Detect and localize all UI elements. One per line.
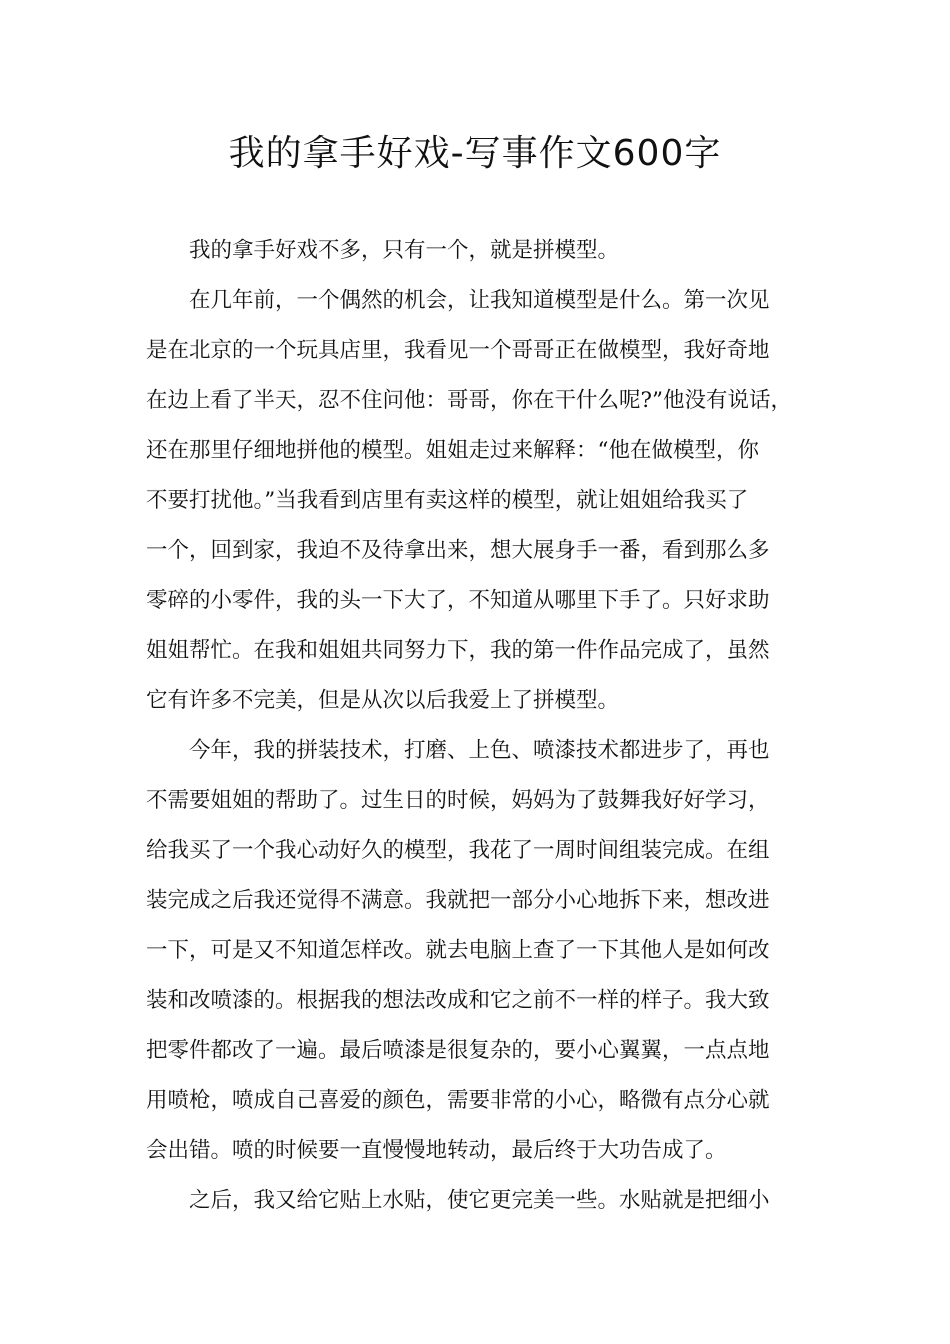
- paragraph-2: 在几年前，一个偶然的机会，让我知道模型是什么。第一次见 是在北京的一个玩具店里，我看见一个哥哥正在做模型，我好奇地 在边上看了半天，忍不住问他：哥哥，你在干什么呢?”他没有说话， 还在那里仔细地拼他的模型。姐姐走过来解释：“他在做模型，你 不要打扰他。”当我看到店里有卖这样的模型，就让姐姐给我买了 一个，回到家，我迫不及待拿出来，想大展身手一番，看到那么多 零碎的小零件，我的头一下大了，不知道从哪里下手了。只好求助 姐姐帮忙。在我和姐姐共同努力下，我的第一件作品完成了，虽然 它有许多不完美，但是从次以后我爱上了拼模型。: [146, 288, 793, 713]
- paragraph-1: 我的拿手好戏不多，只有一个，就是拼模型。: [189, 238, 620, 263]
- paragraph-4: 之后，我又给它贴上水贴，使它更完美一些。水贴就是把细小: [189, 1188, 770, 1213]
- document-title: 我的拿手好戏-写事作文600字: [228, 133, 722, 174]
- paragraph-3: 今年，我的拼装技术，打磨、上色、喷漆技术都进步了，再也 不需要姐姐的帮助了。过生日的时候，妈妈为了鼓舞我好好学习， 给我买了一个我心动好久的模型，我花了一周时间组装完成。在组 装完成之后我还觉得不满意。我就把一部分小心地拆下来，想改进 一下，可是又不知道怎样改。就去电脑上查了一下其他人是如何改 装和改喷漆的。根据我的想法改成和它之前不一样的样子。我大致 把零件都改了一遍。最后喷漆是很复杂的，要小心翼翼，一点点地 用喷枪，喷成自己喜爱的颜色，需要非常的小心，略微有点分心就 会出错。喷的时候要一直慢慢地转动，最后终于大功告成了。: [146, 738, 770, 1163]
- document-body: [146, 226, 826, 1226]
